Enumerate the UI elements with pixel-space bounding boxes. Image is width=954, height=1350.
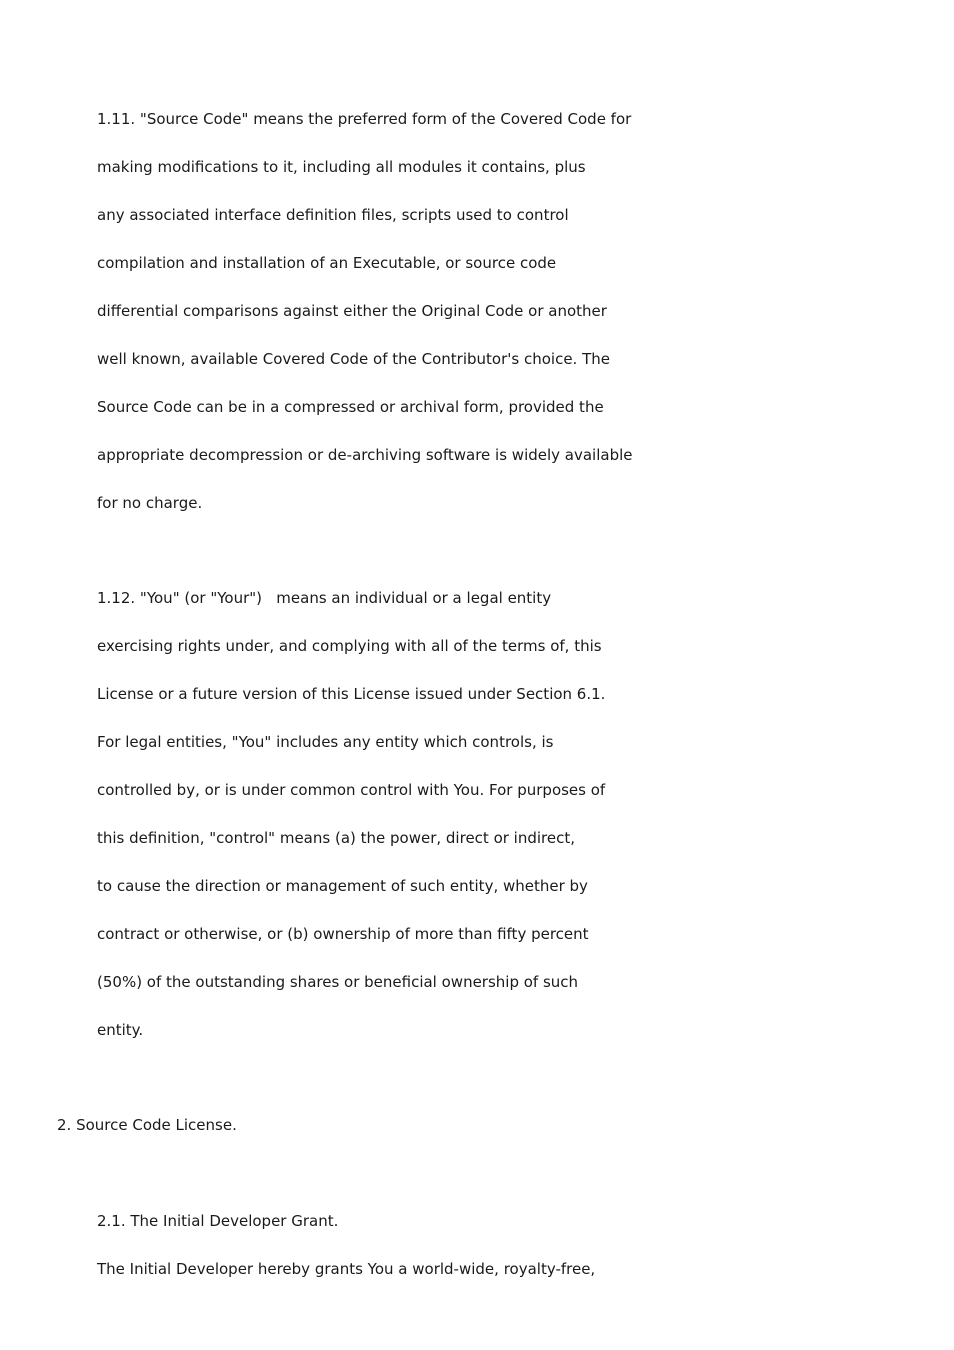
paragraph-line: contract or otherwise, or (b) ownership of more than fifty percent: [97, 925, 589, 943]
paragraph-line: The Initial Developer hereby grants You a world-wide, royalty-free,: [97, 1260, 596, 1278]
paragraph-line: entity.: [97, 1021, 144, 1039]
section-2-heading: 2. Source Code License.: [57, 1116, 237, 1134]
paragraph-line: 1.11. "Source Code" means the preferred form of the Covered Code for: [97, 110, 632, 128]
paragraph-line: For legal entities, "You" includes any entity which controls, is: [97, 733, 554, 751]
paragraph-line: for no charge.: [97, 494, 203, 512]
paragraph-line: (50%) of the outstanding shares or beneficial ownership of such: [97, 973, 579, 991]
paragraph-line: well known, available Covered Code of the Contributor's choice. The: [97, 350, 610, 368]
paragraph-line: exercising rights under, and complying with all of the terms of, this: [97, 637, 602, 655]
paragraph-line: making modifications to it, including all modules it contains, plus: [97, 158, 586, 176]
paragraph-line: any associated interface definition files, scripts used to control: [97, 206, 569, 224]
paragraph-line: differential comparisons against either the Original Code or another: [97, 302, 607, 320]
paragraph-line: License or a future version of this License issued under Section 6.1.: [97, 685, 606, 703]
paragraph-line: controlled by, or is under common control with You. For purposes of: [97, 781, 606, 799]
subsection-heading: 2.1. The Initial Developer Grant.: [97, 1212, 339, 1230]
paragraph-line: this definition, "control" means (a) the power, direct or indirect,: [97, 829, 576, 847]
paragraph-line: compilation and installation of an Executable, or source code: [97, 254, 557, 272]
paragraph-line: appropriate decompression or de-archiving software is widely available: [97, 446, 633, 464]
paragraph-line: to cause the direction or management of such entity, whether by: [97, 877, 588, 895]
paragraph-line: Source Code can be in a compressed or archival form, provided the: [97, 398, 604, 416]
paragraph-line: 1.12. "You" (or "Your") means an individual or a legal entity: [97, 589, 552, 607]
